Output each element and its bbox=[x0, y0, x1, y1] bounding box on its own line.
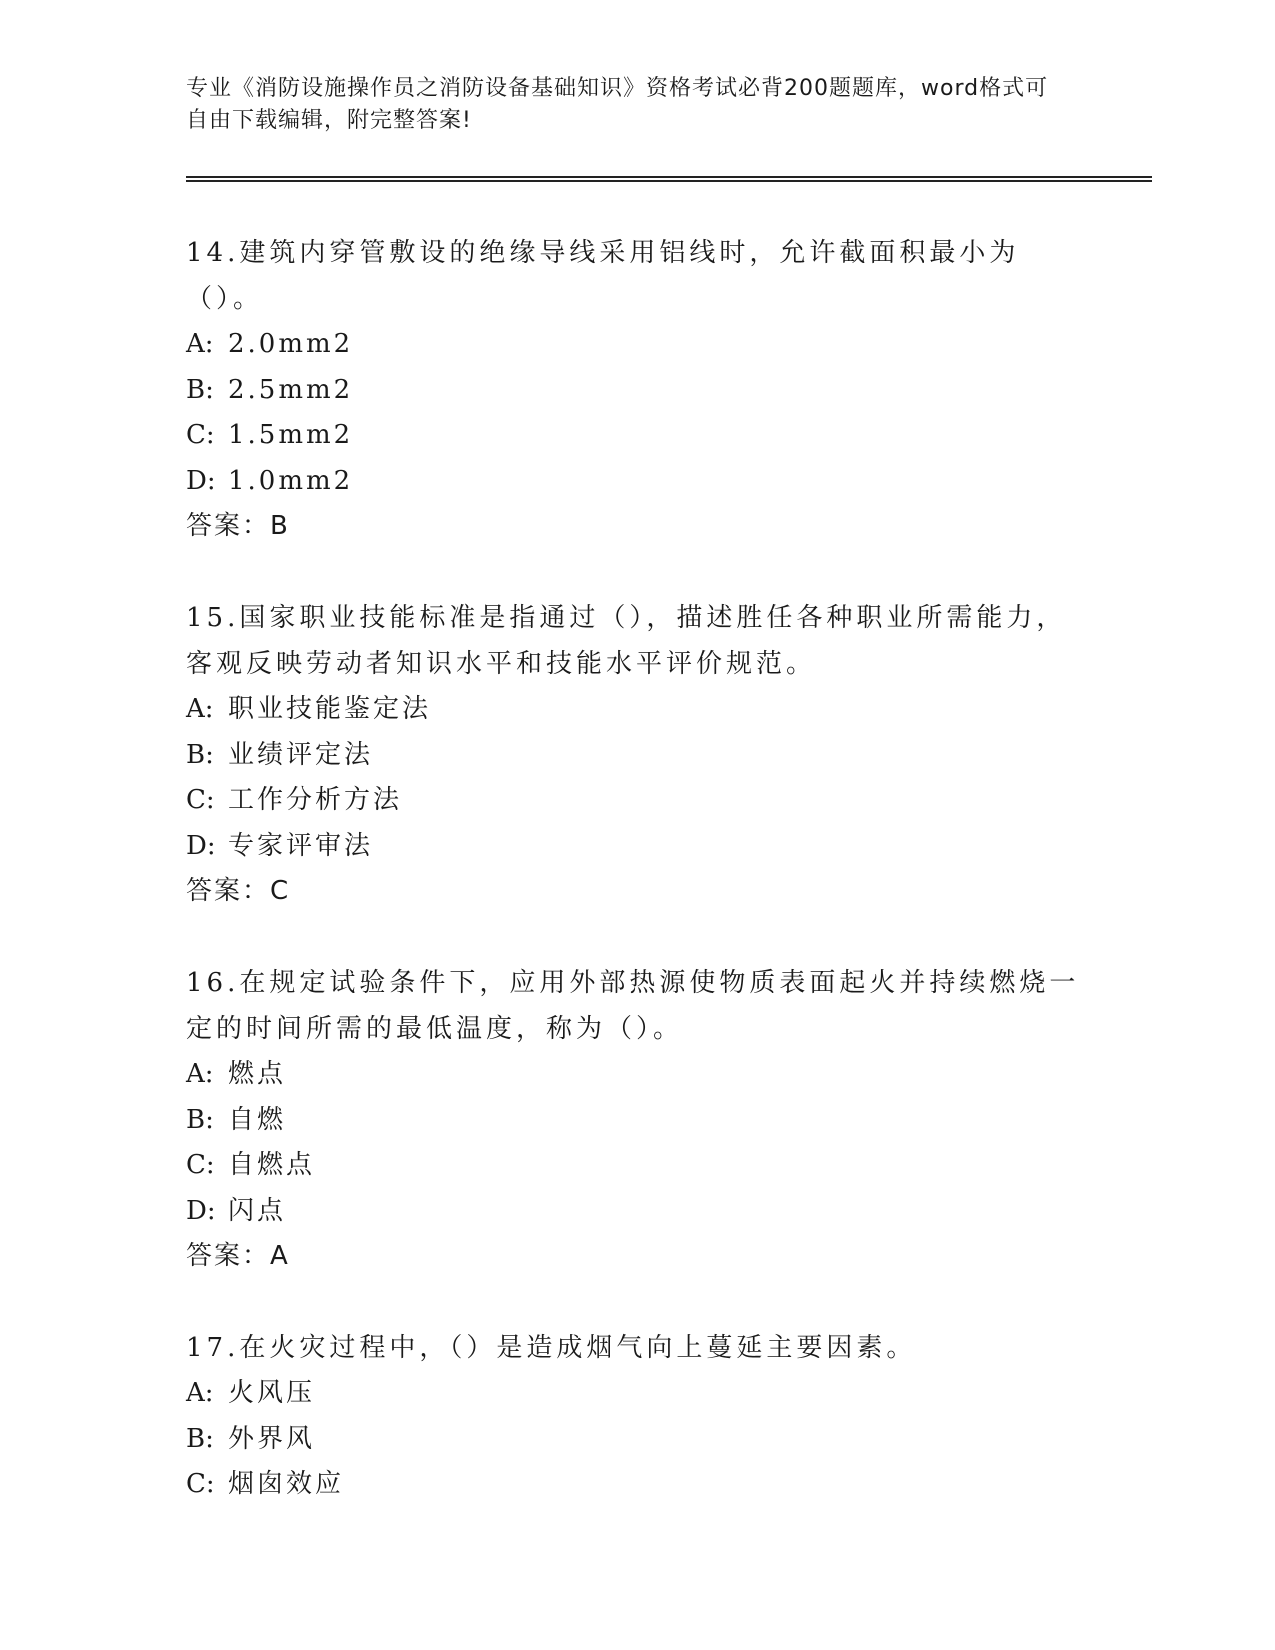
option-text: 燃点 bbox=[228, 1059, 287, 1089]
option-letter: A: bbox=[186, 1059, 214, 1089]
option-text: 2.0mm2 bbox=[228, 329, 354, 359]
option-a bbox=[186, 1052, 1086, 1098]
option-c bbox=[186, 413, 1086, 459]
option-c bbox=[186, 1462, 1086, 1508]
option-text: 外界风 bbox=[228, 1423, 316, 1454]
question-stem: 16.在规定试验条件下，应用外部热源使物质表面起火并持续燃烧一定的时间所需的最低温度，称为（）。 bbox=[186, 968, 1080, 1044]
option-b bbox=[186, 368, 1086, 414]
question-stem: 14.建筑内穿管敷设的绝缘导线采用铝线时，允许截面积最小为（）。 bbox=[186, 238, 1020, 314]
option-letter: B: bbox=[186, 1104, 214, 1135]
answer-line: 答案：B bbox=[186, 511, 290, 541]
question-stem: 15.国家职业技能标准是指通过（），描述胜任各种职业所需能力，客观反映劳动者知识水平和技能水平评价规范。 bbox=[186, 603, 1067, 679]
option-letter: A: bbox=[186, 1378, 214, 1408]
option-text: 1.0mm2 bbox=[228, 465, 354, 496]
option-a bbox=[186, 1371, 1086, 1417]
option-text: 火风压 bbox=[228, 1378, 316, 1408]
option-letter: C: bbox=[186, 420, 215, 450]
option-b bbox=[186, 1098, 1086, 1144]
option-letter: D: bbox=[186, 1195, 216, 1226]
option-text: 自燃点 bbox=[228, 1150, 316, 1180]
option-b bbox=[186, 733, 1086, 779]
option-d bbox=[186, 459, 1086, 505]
option-text: 烟囱效应 bbox=[228, 1469, 345, 1499]
header-divider bbox=[186, 176, 1152, 182]
option-a bbox=[186, 322, 1086, 368]
question-list bbox=[186, 230, 1086, 1555]
question-15 bbox=[186, 595, 1086, 913]
option-b bbox=[186, 1417, 1086, 1463]
question-16 bbox=[186, 960, 1086, 1278]
answer-line: 答案：A bbox=[186, 1241, 290, 1271]
question-stem: 17.在火灾过程中，（）是造成烟气向上蔓延主要因素。 bbox=[186, 1333, 917, 1363]
option-c bbox=[186, 778, 1086, 824]
option-text: 业绩评定法 bbox=[228, 739, 374, 770]
option-letter: C: bbox=[186, 1469, 215, 1499]
option-letter: B: bbox=[186, 739, 214, 770]
option-letter: B: bbox=[186, 374, 214, 405]
option-d bbox=[186, 1189, 1086, 1235]
option-letter: C: bbox=[186, 785, 215, 815]
option-text: 工作分析方法 bbox=[228, 785, 403, 815]
option-letter: A: bbox=[186, 329, 214, 359]
option-letter: D: bbox=[186, 830, 216, 861]
option-text: 2.5mm2 bbox=[228, 374, 354, 405]
option-letter: D: bbox=[186, 465, 216, 496]
option-text: 自燃 bbox=[228, 1104, 287, 1135]
option-text: 专家评审法 bbox=[228, 830, 374, 861]
question-17 bbox=[186, 1325, 1086, 1508]
option-a bbox=[186, 687, 1086, 733]
option-text: 1.5mm2 bbox=[228, 420, 354, 450]
option-text: 闪点 bbox=[228, 1195, 287, 1226]
option-letter: A: bbox=[186, 694, 214, 724]
option-letter: B: bbox=[186, 1423, 214, 1454]
option-d bbox=[186, 824, 1086, 870]
option-text: 职业技能鉴定法 bbox=[228, 694, 432, 724]
answer-line: 答案：C bbox=[186, 876, 291, 906]
option-letter: C: bbox=[186, 1150, 215, 1180]
option-c bbox=[186, 1143, 1086, 1189]
document-header: 专业《消防设施操作员之消防设备基础知识》资格考试必背200题题库，word格式可自由下载编辑，附完整答案! bbox=[186, 76, 1049, 133]
question-14 bbox=[186, 230, 1086, 548]
